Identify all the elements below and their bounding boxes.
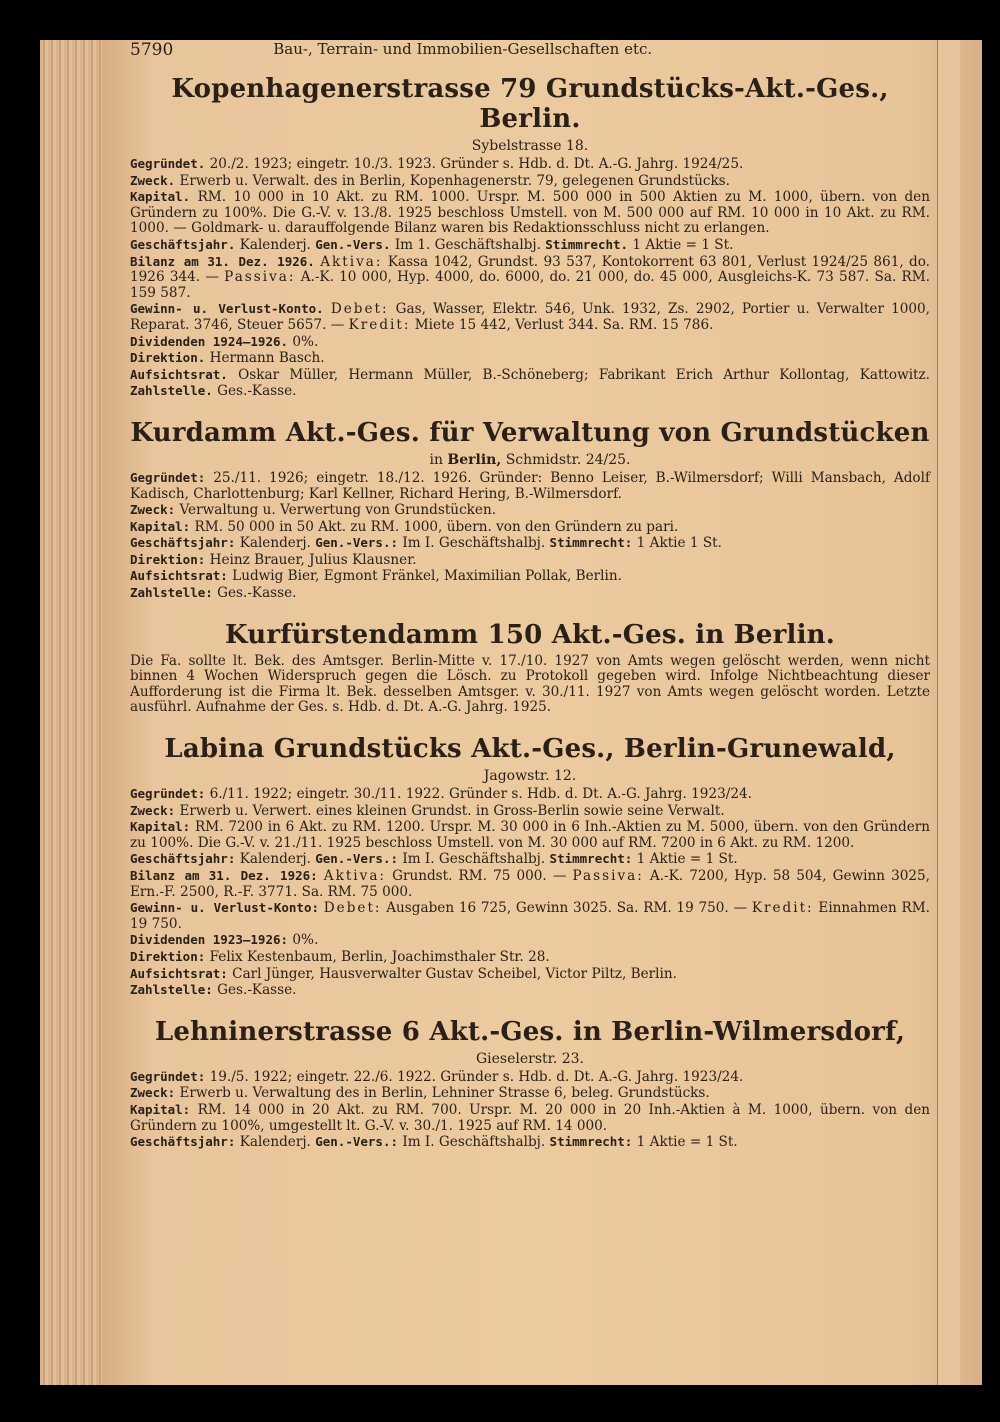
fiscal-year-paragraph: Geschäftsjahr: Kalenderj. Gen.-Vers.: Im I. Geschäftshalbj. Stimmrecht: 1 Aktie = 1 St.	[130, 851, 738, 868]
fiscal-year-paragraph: Geschäftsjahr: Kalenderj. Gen.-Vers.: Im I. Geschäftshalbj. Stimmrecht: 1 Aktie = 1 St.	[130, 1134, 738, 1151]
company-entry	[130, 620, 930, 716]
company-entry	[130, 734, 930, 999]
company-address: Gieselerstr. 23.	[475, 1050, 584, 1067]
founded-paragraph: Gegründet: 6./11. 1922; eingetr. 30./11. 1922. Gründer s. Hdb. d. Dt. A.-G. Jahrg. 1923/24.	[130, 786, 752, 803]
right-page-edge	[937, 40, 960, 1385]
company-title: Kurdamm Akt.-Ges. für Verwaltung von Grundstücken	[130, 417, 930, 448]
board-paragraph: Direktion: Heinz Brauer, Julius Klausner.	[130, 551, 417, 568]
notice-paragraph: Die Fa. sollte lt. Bek. des Amtsger. Berlin-Mitte v. 17./10. 1927 von Amts wegen gelöscht werden, wenn nicht binnen 4 Wochen Widerspruch gegen die Lösch. zu Protokoll gegeben wird. Infolge Nichtbeachtung dieser Aufforderung ist die Firma lt. Bek. desselben Amtsger. v. 30./11. 1927 von Amts wegen gelöscht worden. Letzte ausführl. Aufnahme der Ges. s. Hdb. d. Dt. A.-G. Jahrg. 1925.	[130, 652, 930, 716]
paying-agent-paragraph: Zahlstelle: Ges.-Kasse.	[130, 982, 297, 999]
board-paragraph: Direktion. Hermann Basch.	[130, 350, 325, 367]
page-content	[130, 40, 930, 1169]
company-entry	[130, 418, 930, 602]
board-paragraph: Direktion: Felix Kestenbaum, Berlin, Joachimsthaler Str. 28.	[130, 948, 550, 965]
dividends-paragraph: Dividenden 1924—1926. 0%.	[130, 333, 319, 350]
fiscal-year-paragraph: Geschäftsjahr. Kalenderj. Gen.-Vers. Im 1. Geschäftshalbj. Stimmrecht. 1 Aktie = 1 St.	[130, 236, 734, 253]
capital-paragraph: Kapital: RM. 50 000 in 50 Akt. zu RM. 1000, übern. von den Gründern zu pari.	[130, 518, 679, 535]
capital-paragraph: Kapital. RM. 10 000 in 10 Akt. zu RM. 1000. Urspr. M. 500 000 in 500 Aktien zu M. 1000, übern. von den Gründern zu 100%. Die G.-V. v. 13./8. 1925 beschloss Umstell. von M. 500 000 auf RM. 10 000 in 10 Akt. zu RM. 1000. — Goldmark- u. darauffolgende Bilanz waren bis Redaktionsschluss nicht zu erlangen.	[130, 189, 930, 237]
supervisory-board-paragraph: Aufsichtsrat. Oskar Müller, Hermann Müller, B.-Schöneberg; Fabrikant Erich Arthur Kollontag, Kattowitz. Zahlstelle. Ges.-Kasse.	[130, 366, 930, 400]
supervisory-board-paragraph: Aufsichtsrat: Carl Jünger, Hausverwalter Gustav Scheibel, Victor Piltz, Berlin.	[130, 965, 677, 982]
balance-paragraph: Bilanz am 31. Dez. 1926: Aktiva: Grundst. RM. 75 000. — Passiva: A.-K. 7200, Hyp. 58 504, Gewinn 3025, Ern.-F. 2500, R.-F. 3771. Sa. RM. 75 000.	[130, 868, 930, 900]
company-address: Jagowstr. 12.	[483, 768, 577, 785]
dividends-paragraph: Dividenden 1923—1926: 0%.	[130, 932, 319, 949]
company-address: Sybelstrasse 18.	[471, 138, 589, 154]
founded-paragraph: Gegründet: 25./11. 1926; eingetr. 18./12. 1926. Gründer: Benno Leiser, B.-Wilmersdorf; Willi Mansbach, Adolf Kadisch, Charlottenburg; Karl Kellner, Richard Hering, B.-Wilmersdorf.	[130, 469, 930, 502]
capital-paragraph: Kapital: RM. 14 000 in 20 Akt. zu RM. 700. Urspr. M. 20 000 in 20 Inh.-Aktien à M. 1000, übern. von den Gründern zu 100%, umgestellt lt. G.-V. v. 30./1. 1925 auf RM. 14 000.	[130, 1101, 930, 1134]
company-title: Labina Grundstücks Akt.-Ges., Berlin-Grunewald,	[164, 734, 896, 765]
running-title: Bau-, Terrain- und Immobilien-Gesellschaften etc.	[273, 40, 653, 58]
profit-loss-paragraph: Gewinn- u. Verlust-Konto: Debet: Ausgaben 16 725, Gewinn 3025. Sa. RM. 19 750. — Kredit: Einnahmen RM. 19 750.	[130, 900, 930, 932]
fiscal-year-paragraph: Geschäftsjahr: Kalenderj. Gen.-Vers.: Im I. Geschäftshalbj. Stimmrecht: 1 Aktie 1 St.	[130, 535, 722, 552]
purpose-paragraph: Zweck: Erwerb u. Verwaltung des in Berlin, Lehniner Strasse 6, beleg. Grundstücks.	[130, 1085, 710, 1102]
company-entry	[130, 74, 930, 400]
paying-agent-paragraph: Zahlstelle: Ges.-Kasse.	[130, 585, 297, 602]
company-address: in Berlin, Schmidstr. 24/25.	[429, 451, 631, 468]
page-header	[130, 40, 930, 60]
capital-paragraph: Kapital: RM. 7200 in 6 Akt. zu RM. 1200. Urspr. M. 30 000 in 6 Inh.-Aktien zu M. 5000, übern. von den Gründern zu 100%. Die G.-V. v. 21./11. 1925 beschloss Umstell. von M. 30 000 auf RM. 7200 in 6 Akt. zu RM. 1200.	[130, 819, 930, 851]
founded-paragraph: Gegründet: 19./5. 1922; eingetr. 22./6. 1922. Gründer s. Hdb. d. Dt. A.-G. Jahrg. 1923/24.	[130, 1068, 744, 1085]
purpose-paragraph: Zweck: Erwerb u. Verwert. eines kleinen Grundst. in Gross-Berlin sowie seine Verwalt.	[130, 802, 725, 819]
company-title: Kurfürstendamm 150 Akt.-Ges. in Berlin.	[224, 619, 835, 650]
balance-paragraph: Bilanz am 31. Dez. 1926. Aktiva: Kassa 1042, Grundst. 93 537, Kontokorrent 63 801, Verlust 1924/25 861, do. 1926 344. — Passiva: A.-K. 10 000, Hyp. 4000, do. 6000, do. 21 000, do. 45 000, Ausgleichs-K. 73 587. Sa. RM. 159 587.	[130, 253, 930, 301]
company-entry	[130, 1017, 930, 1151]
profit-loss-paragraph: Gewinn- u. Verlust-Konto. Debet: Gas, Wasser, Elektr. 546, Unk. 1932, Zs. 2902, Portier u. Verwalter 1000, Reparat. 3746, Steuer 5657. — Kredit: Miete 15 442, Verlust 344. Sa. RM. 15 786.	[130, 301, 930, 333]
page-number: 5790	[130, 40, 174, 60]
supervisory-board-paragraph: Aufsichtsrat: Ludwig Bier, Egmont Fränkel, Maximilian Pollak, Berlin.	[130, 568, 622, 585]
purpose-paragraph: Zweck: Verwaltung u. Verwertung von Grundstücken.	[130, 502, 497, 519]
founded-paragraph: Gegründet. 20./2. 1923; eingetr. 10./3. 1923. Gründer s. Hdb. d. Dt. A.-G. Jahrg. 1924/25.	[130, 156, 744, 172]
purpose-paragraph: Zweck. Erwerb u. Verwalt. des in Berlin, Kopenhagenerstr. 79, gelegenen Grundstücks.	[130, 172, 730, 189]
company-title: Lehninerstrasse 6 Akt.-Ges. in Berlin-Wilmersdorf,	[154, 1016, 906, 1047]
company-title: Kopenhagenerstrasse 79 Grundstücks-Akt.-Ges., Berlin.	[171, 74, 889, 134]
